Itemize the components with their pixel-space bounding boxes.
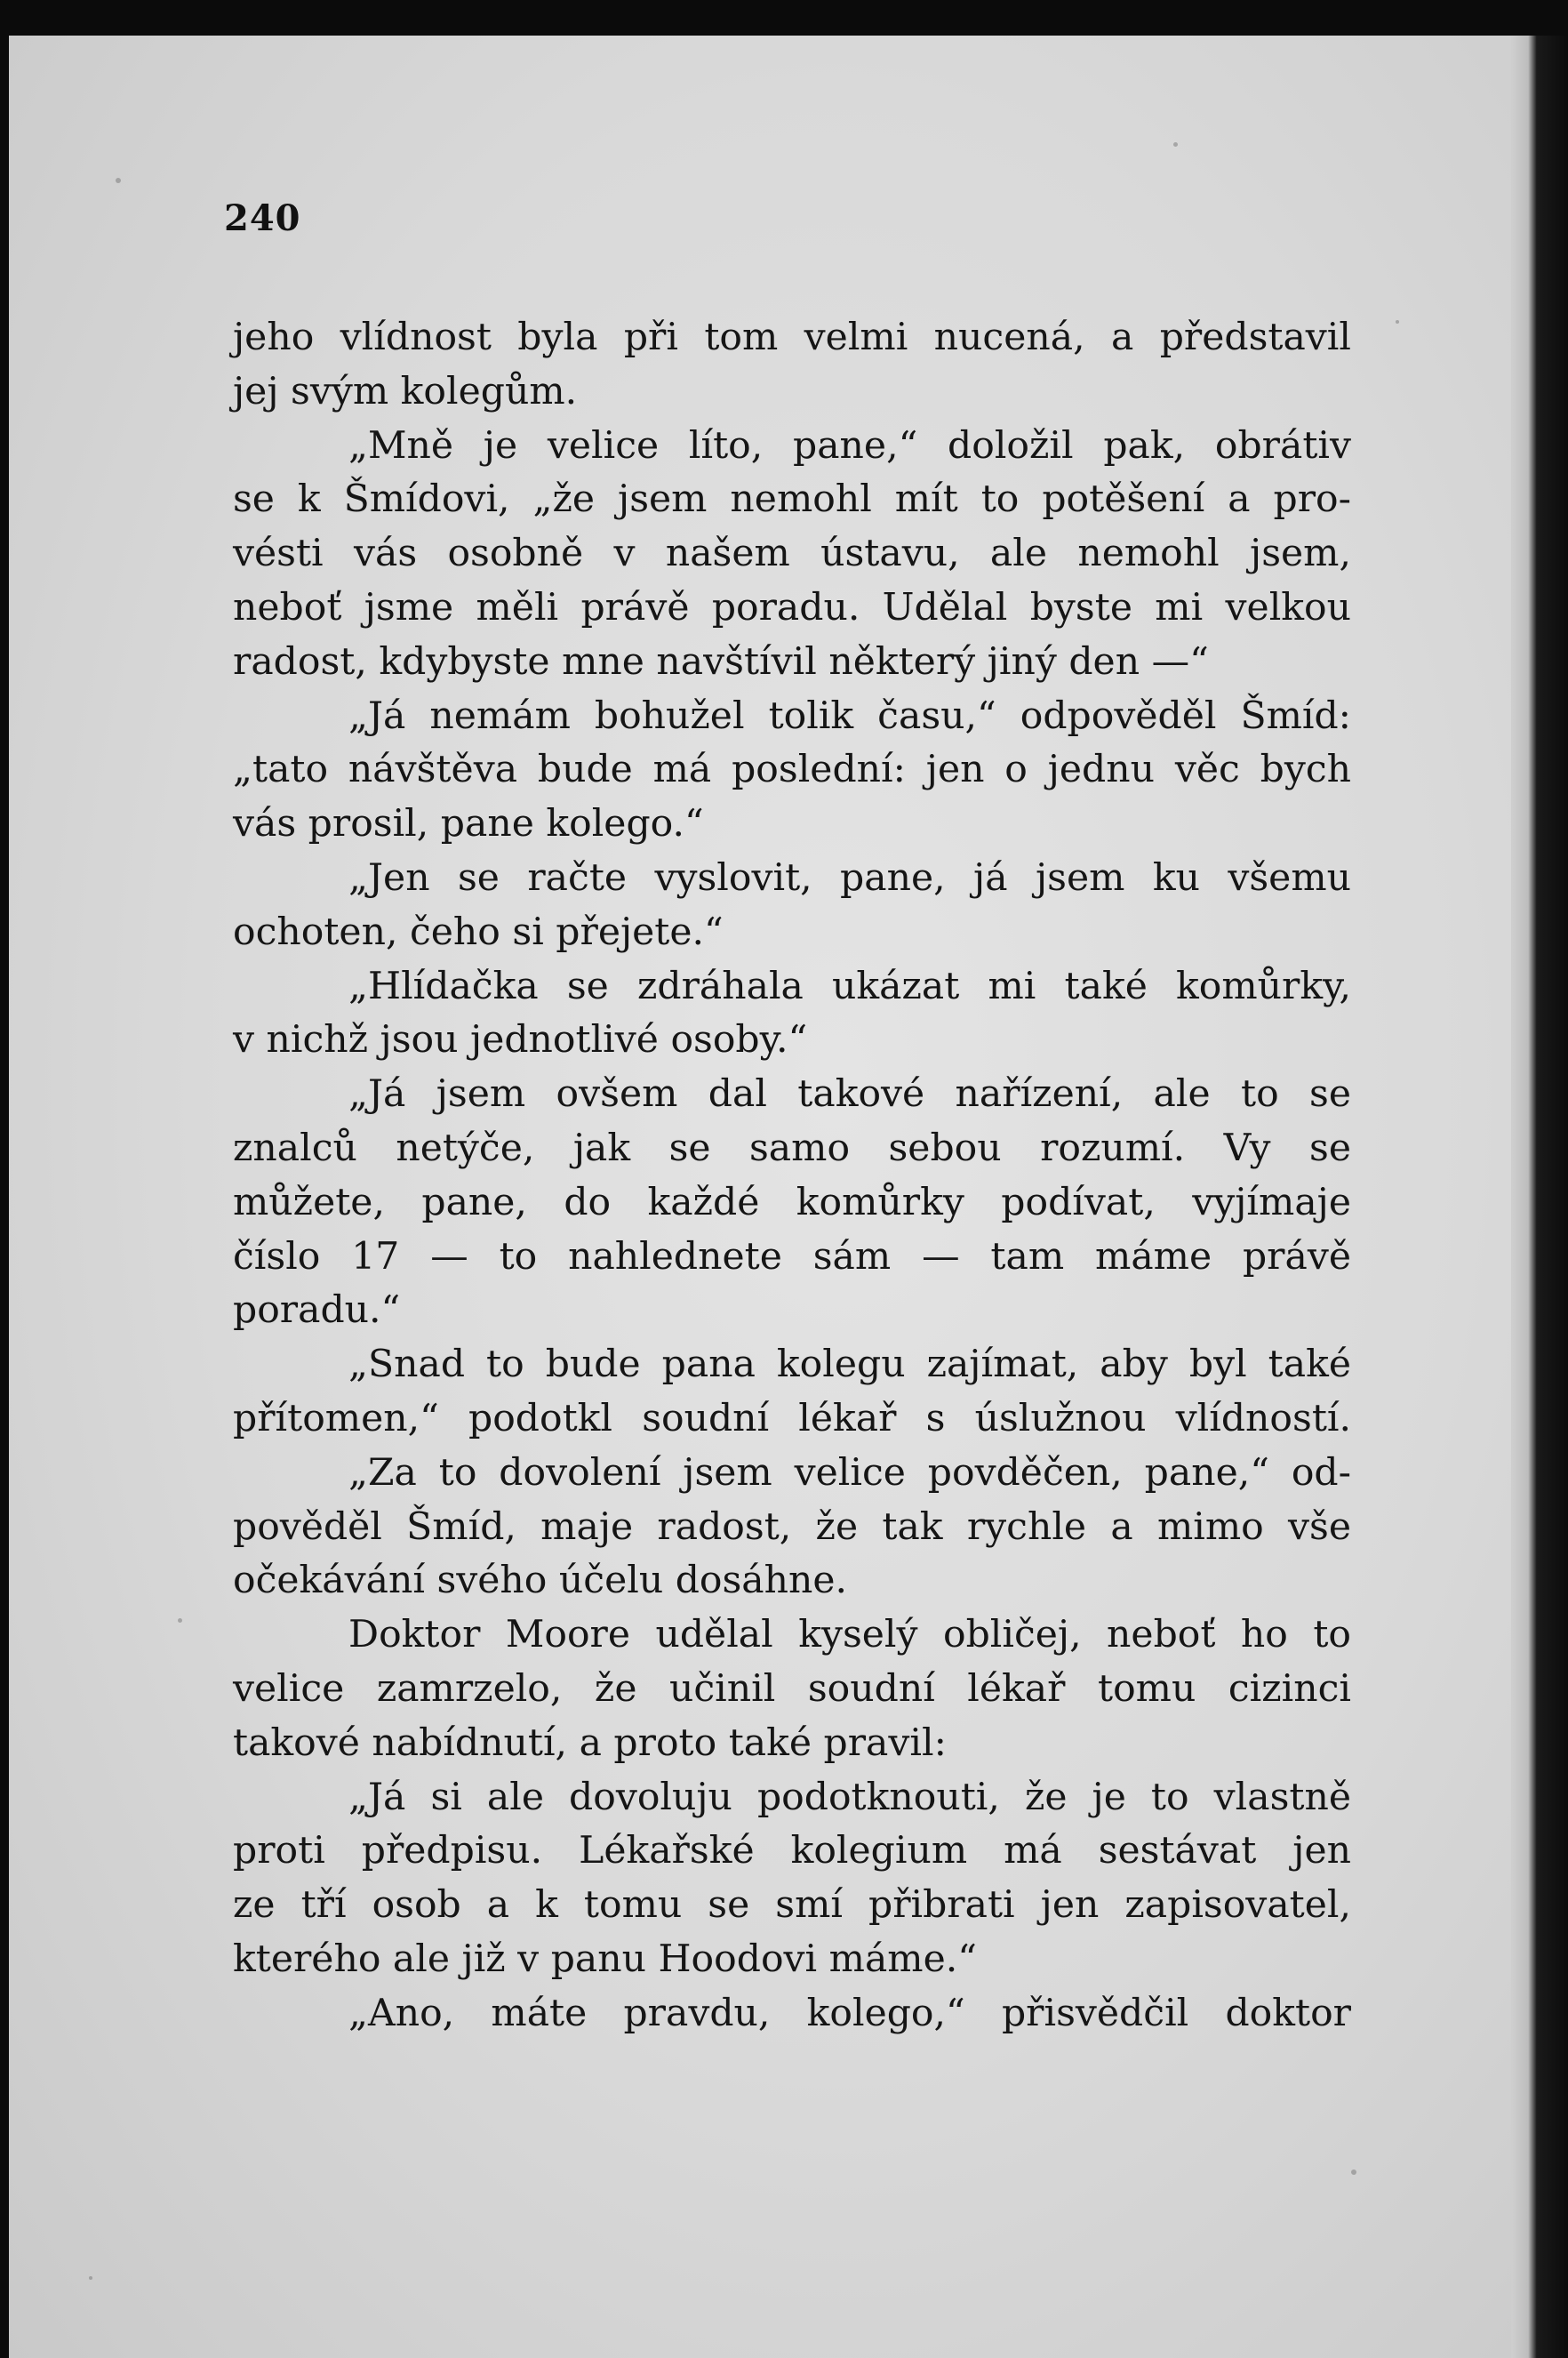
paper-speck bbox=[116, 178, 121, 183]
scan-top-edge bbox=[0, 0, 1568, 37]
text-line: „Hlídačka se zdráhala ukázat mi také komůrky, bbox=[348, 964, 1351, 1008]
text-line: v nichž jsou jednotlivé osoby.“ bbox=[233, 1018, 808, 1063]
paper-speck bbox=[1351, 2170, 1356, 2175]
text-line: „tato návštěva bude má poslední: jen o jednu věc bych bbox=[233, 748, 1351, 792]
text-line: ze tří osob a k tomu se smí přibrati jen zapisovatel, bbox=[233, 1883, 1351, 1928]
text-line: Doktor Moore udělal kyselý obličej, neboť ho to bbox=[348, 1613, 1351, 1657]
paper-speck bbox=[1396, 320, 1399, 324]
text-line: „Snad to bude pana kolegu zajímat, aby byl také bbox=[348, 1343, 1351, 1387]
text-line: pověděl Šmíd, maje radost, že tak rychle a mimo vše bbox=[233, 1504, 1351, 1549]
text-line: „Mně je velice líto, pane,“ doložil pak, obrátiv bbox=[348, 423, 1351, 468]
text-line: velice zamrzelo, že učinil soudní lékař tomu cizinci bbox=[233, 1666, 1351, 1711]
paper-speck bbox=[178, 1618, 182, 1623]
paper-speck bbox=[1173, 142, 1178, 147]
text-line: „Ano, máte pravdu, kolego,“ přisvědčil doktor bbox=[348, 1991, 1351, 2035]
text-line: „Jen se račte vyslovit, pane, já jsem ku všemu bbox=[348, 855, 1351, 900]
text-line: takové nabídnutí, a proto také pravil: bbox=[233, 1720, 947, 1765]
text-line: vésti vás osobně v našem ústavu, ale nemohl jsem, bbox=[233, 532, 1351, 576]
text-line: očekávání svého účelu dosáhne. bbox=[233, 1559, 848, 1603]
text-line: jej svým kolegům. bbox=[233, 369, 578, 413]
text-line: „Za to dovolení jsem velice povděčen, pane,“ od- bbox=[348, 1450, 1351, 1495]
text-line: přítomen,“ podotkl soudní lékař s úslužnou vlídností. bbox=[233, 1396, 1351, 1440]
paper-speck bbox=[89, 2276, 92, 2280]
page-gutter-edge bbox=[1511, 36, 1568, 2358]
text-line: neboť jsme měli právě poradu. Udělal byste mi velkou bbox=[233, 585, 1351, 630]
text-line: můžete, pane, do každé komůrky podívat, vyjímaje bbox=[233, 1180, 1351, 1224]
text-line: se k Šmídovi, „že jsem nemohl mít to potěšení a pro- bbox=[233, 477, 1351, 522]
text-line: „Já nemám bohužel tolik času,“ odpověděl Šmíd: bbox=[348, 694, 1351, 738]
text-line: „Já jsem ovšem dal takové nařízení, ale to se bbox=[348, 1072, 1351, 1117]
text-line: číslo 17 — to nahlednete sám — tam máme právě bbox=[233, 1234, 1351, 1279]
text-line: poradu.“ bbox=[233, 1288, 401, 1333]
text-line: „Já si ale dovoluju podotknouti, že je to vlastně bbox=[348, 1775, 1351, 1819]
text-line: kterého ale již v panu Hoodovi máme.“ bbox=[233, 1937, 977, 1981]
body-text bbox=[233, 311, 1351, 2041]
text-line: jeho vlídnost byla při tom velmi nucená, a představil bbox=[233, 316, 1351, 359]
text-line: ochoten, čeho si přejete.“ bbox=[233, 910, 724, 954]
text-line: znalců netýče, jak se samo sebou rozumí. Vy se bbox=[233, 1126, 1351, 1170]
text-line: vás prosil, pane kolego.“ bbox=[233, 802, 704, 846]
page-number: 240 bbox=[224, 197, 301, 239]
text-line: proti předpisu. Lékařské kolegium má sestávat jen bbox=[233, 1829, 1351, 1873]
text-line: radost, kdybyste mne navštívil některý jiný den —“ bbox=[233, 639, 1209, 684]
